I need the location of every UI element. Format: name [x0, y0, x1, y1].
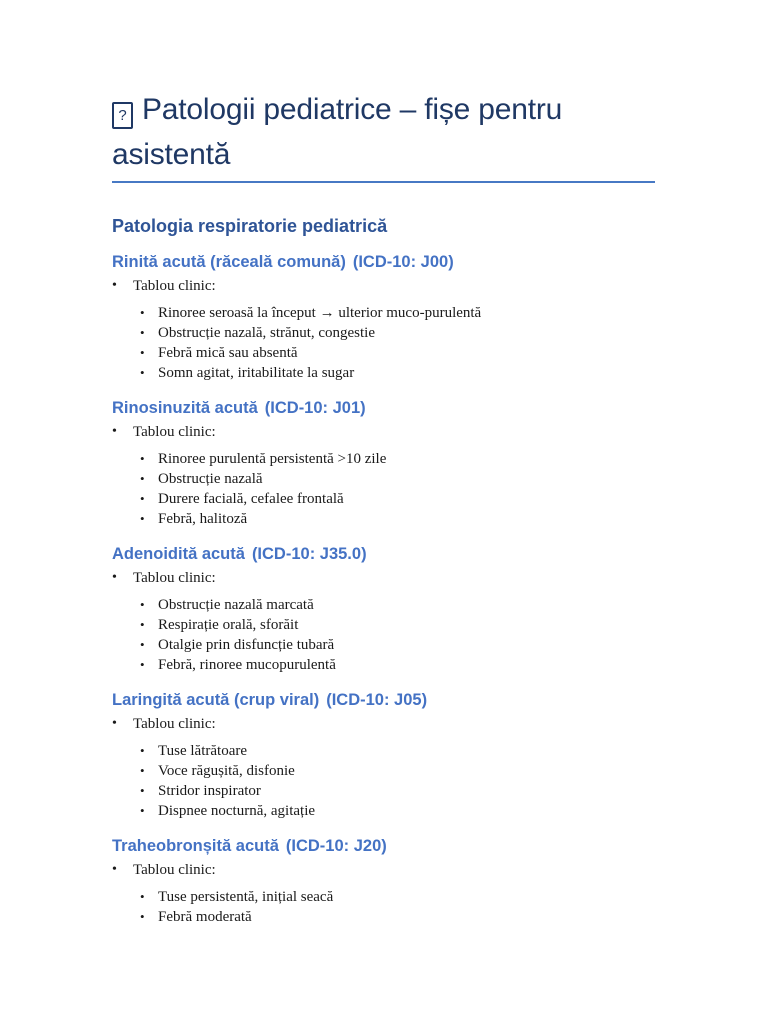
symptom-item	[140, 303, 655, 323]
icd-code: (ICD-10: J05)	[326, 691, 428, 709]
icd-code: (ICD-10: J00)	[352, 253, 454, 271]
symptom-item	[140, 801, 655, 821]
symptom-item	[140, 615, 655, 635]
disease-section	[112, 252, 655, 383]
bullet-icon	[140, 449, 158, 469]
symptom-text: Obstrucție nazală marcată	[158, 597, 314, 613]
symptom-text: Otalgie prin disfuncție tubară	[158, 637, 335, 653]
symptom-item	[140, 469, 655, 489]
disease-name: Rinită acută (răceală comună)	[112, 253, 346, 271]
document-content	[112, 0, 655, 927]
bullet-icon	[112, 422, 133, 442]
symptom-text: Dispnee nocturnă, agitație	[158, 803, 316, 819]
symptom-item	[140, 781, 655, 801]
bullet-icon	[140, 615, 158, 635]
symptom-list	[112, 887, 655, 927]
bullet-icon	[112, 860, 133, 880]
disease-heading	[112, 690, 655, 710]
bullet-icon	[140, 781, 158, 801]
bullet-icon	[140, 303, 158, 323]
clinic-label-row	[112, 276, 655, 296]
symptom-text: Tuse persistentă, inițial seacă	[158, 889, 334, 905]
page-title	[112, 87, 655, 183]
symptom-item	[140, 741, 655, 761]
symptom-list	[112, 741, 655, 821]
clinic-label-row	[112, 714, 655, 734]
bullet-icon	[140, 887, 158, 907]
symptom-text: Febră moderată	[158, 909, 252, 925]
symptom-item	[140, 907, 655, 927]
disease-section	[112, 836, 655, 927]
symptom-text: Rinoree purulentă persistentă >10 zile	[158, 451, 387, 467]
symptom-text: Stridor inspirator	[158, 783, 261, 799]
bullet-icon	[140, 907, 158, 927]
disease-heading	[112, 398, 655, 418]
disease-heading	[112, 252, 655, 272]
symptom-item	[140, 595, 655, 615]
bullet-icon	[140, 635, 158, 655]
bullet-icon	[140, 655, 158, 675]
clinic-label: Tablou clinic:	[133, 424, 216, 440]
symptom-item	[140, 655, 655, 675]
bullet-icon	[112, 714, 133, 734]
bullet-icon	[140, 363, 158, 383]
icd-code: (ICD-10: J35.0)	[251, 545, 367, 563]
disease-name: Rinosinuzită acută	[112, 399, 258, 417]
bullet-icon	[140, 343, 158, 363]
symptom-item	[140, 509, 655, 529]
bullet-icon	[140, 741, 158, 761]
symptom-text: Febră mică sau absentă	[158, 345, 298, 361]
symptom-item	[140, 761, 655, 781]
disease-name: Laringită acută (crup viral)	[112, 691, 320, 709]
missing-glyph-icon	[112, 102, 133, 129]
bullet-icon	[140, 595, 158, 615]
symptom-item	[140, 449, 655, 469]
symptom-list	[112, 303, 655, 383]
symptom-text: Somn agitat, iritabilitate la sugar	[158, 365, 355, 381]
bullet-icon	[140, 323, 158, 343]
symptom-list	[112, 449, 655, 529]
disease-section	[112, 690, 655, 821]
clinic-label-row	[112, 422, 655, 442]
symptom-item	[140, 635, 655, 655]
clinic-label: Tablou clinic:	[133, 278, 216, 294]
bullet-icon	[140, 801, 158, 821]
disease-section	[112, 544, 655, 675]
symptom-item	[140, 363, 655, 383]
icd-code: (ICD-10: J01)	[264, 399, 366, 417]
symptom-text: Febră, halitoză	[158, 511, 248, 527]
section-heading: Patologia respiratorie pediatrică	[112, 216, 388, 236]
icd-code: (ICD-10: J20)	[285, 837, 387, 855]
symptom-item	[140, 489, 655, 509]
bullet-icon	[140, 761, 158, 781]
bullet-icon	[140, 469, 158, 489]
symptom-text: Rinoree seroasă la început → ulterior muco-purulentă	[158, 305, 482, 321]
page-title-text: Patologii pediatrice – fișe pentru asistentă	[112, 93, 563, 171]
bullet-icon	[140, 489, 158, 509]
symptom-text: Tuse lătrătoare	[158, 743, 248, 759]
disease-name: Traheobronșită acută	[112, 837, 279, 855]
symptom-item	[140, 343, 655, 363]
clinic-label-row	[112, 568, 655, 588]
bullet-icon	[112, 568, 133, 588]
clinic-label: Tablou clinic:	[133, 716, 216, 732]
symptom-text: Respirație orală, sforăit	[158, 617, 299, 633]
symptom-text: Voce răgușită, disfonie	[158, 763, 295, 779]
symptom-text: Obstrucție nazală, strănut, congestie	[158, 325, 376, 341]
bullet-icon	[140, 509, 158, 529]
symptom-item	[140, 887, 655, 907]
bullet-icon	[112, 276, 133, 296]
disease-name: Adenoidită acută	[112, 545, 245, 563]
disease-heading	[112, 836, 655, 856]
symptom-text: Febră, rinoree mucopurulentă	[158, 657, 336, 673]
disease-heading	[112, 544, 655, 564]
disease-section	[112, 398, 655, 529]
symptom-text: Durere facială, cefalee frontală	[158, 491, 344, 507]
clinic-label-row	[112, 860, 655, 880]
symptom-item	[140, 323, 655, 343]
clinic-label: Tablou clinic:	[133, 862, 216, 878]
symptom-text: Obstrucție nazală	[158, 471, 263, 487]
symptom-list	[112, 595, 655, 675]
clinic-label: Tablou clinic:	[133, 570, 216, 586]
